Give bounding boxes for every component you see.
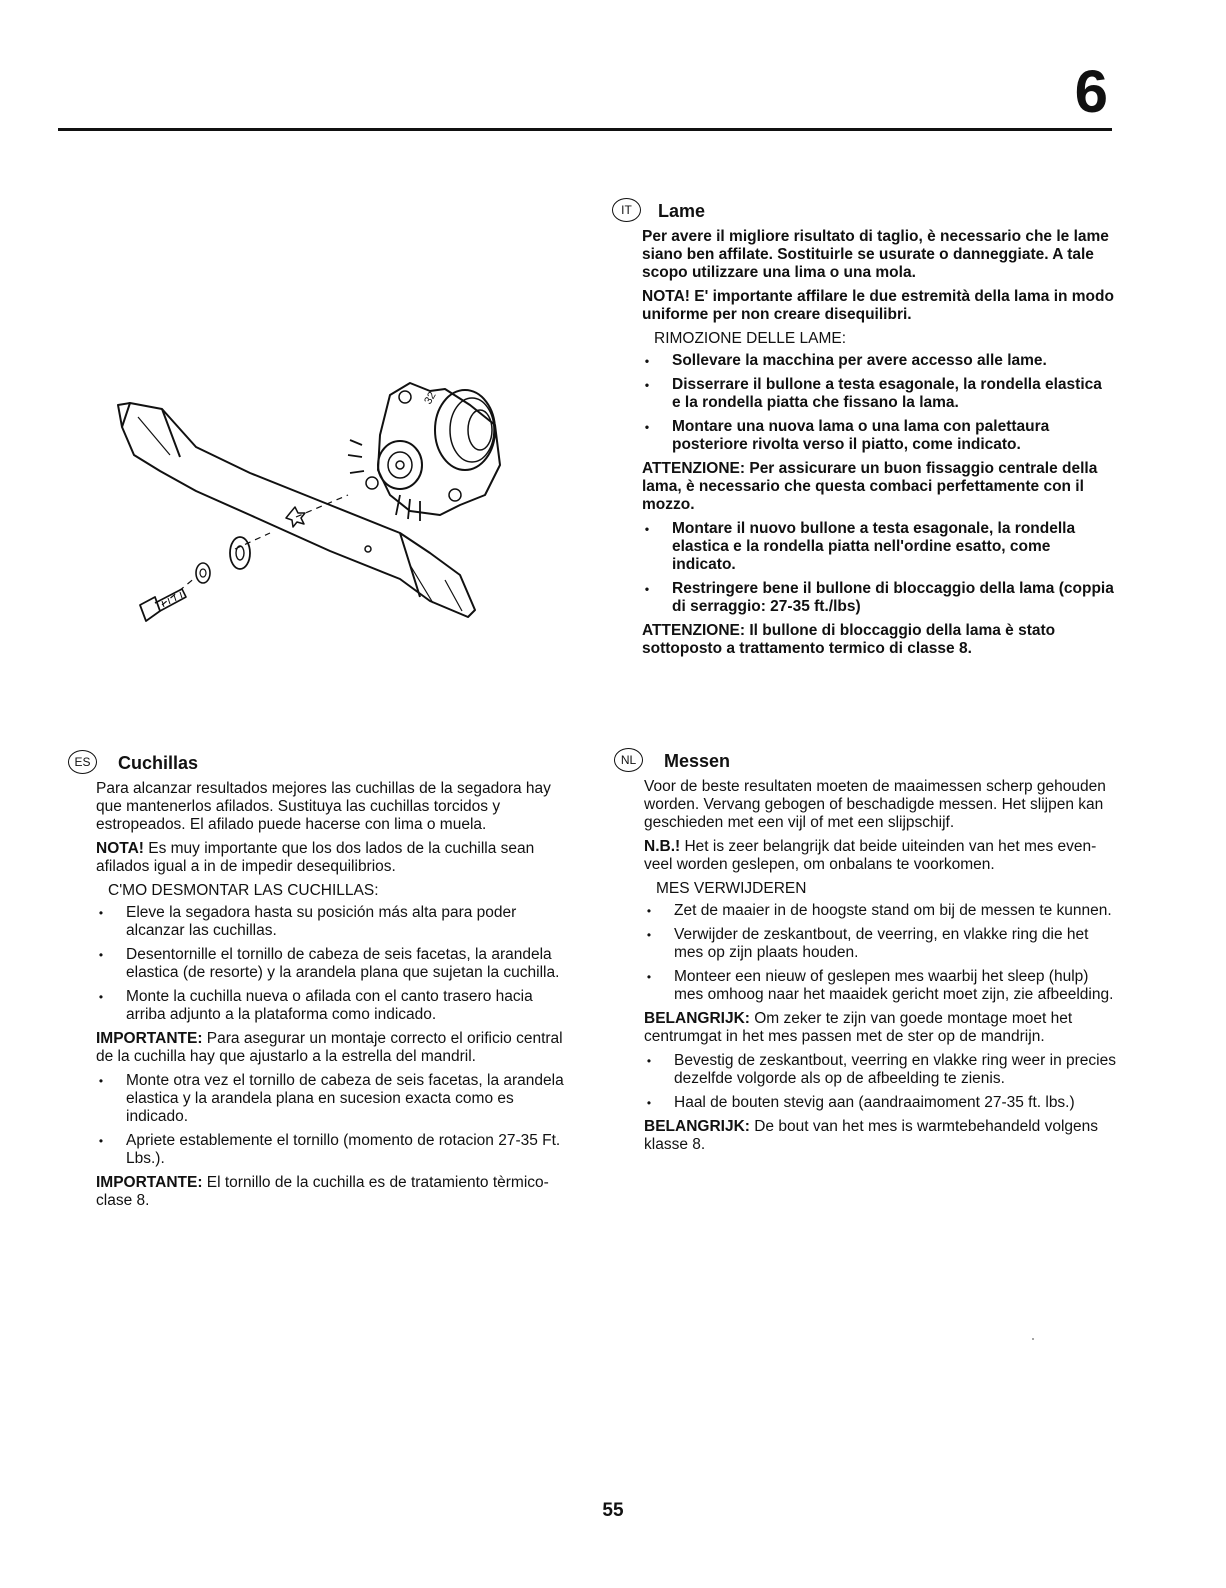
hex-bolt [140, 597, 160, 621]
page-number: 55 [602, 1500, 624, 1521]
warning-paragraph: ATTENZIONE: Il bullone di bloccaggio della lama è stato sottoposto a trattamento termico di classe 8. [642, 622, 1056, 657]
note-paragraph [644, 838, 1118, 874]
intro-paragraph: Voor de beste resultaten moeten de maaimessen scherp gehouden worden. Vervang gebogen of beschadigde messen. Het slijpen kan geschieden met een vijl of met een slijpschijf. [644, 778, 1106, 831]
note-label: NOTA! [96, 840, 144, 857]
note-text: E' importante affilare le due estremità della lama in modo uniforme per non creare disequilibri. [642, 288, 1114, 323]
steps-list-a [642, 352, 1114, 454]
figure-part-label: 32 [422, 389, 439, 407]
warning-paragraph: IMPORTANTE: Para asegurar un montaje correcto el orificio central de la cuchilla hay que ajustarlo a la estrella del mandril. [96, 1030, 563, 1065]
list-item: • Restringere bene il bullone di bloccaggio della lama (coppia di serraggio: 27-35 ft./lbs) [644, 580, 1114, 615]
steps-list-b [644, 1052, 1118, 1112]
language-badge-nl: NL [614, 748, 643, 772]
list-item: • Apriete establemente el tornillo (momento de rotacion 27-35 Ft. Lbs.). [98, 1132, 561, 1167]
subheading: MES VERWIJDEREN [656, 880, 807, 897]
section-es [68, 748, 568, 1216]
header-rule [58, 128, 1112, 131]
scan-speck [1032, 1338, 1034, 1340]
list-item: • Verwijder de zeskantbout, de veerring, en vlakke ring die het mes op zijn plaats houden. [646, 926, 1089, 961]
section-title-es: Cuchillas [118, 753, 199, 773]
language-badge-es: ES [68, 750, 97, 774]
steps-list-a [644, 902, 1118, 1004]
note-paragraph [96, 840, 568, 876]
list-item: • Montare una nuova lama o una lama con palettaura posteriore rivolta verso il piatto, come indicato. [644, 418, 1050, 453]
intro-paragraph: Para alcanzar resultados mejores las cuchillas de la segadora hay que mantenerlos afilados. Sustituya las cuchillas torcidos y estropeados. El afilado puede hacerse con lima o muela. [96, 780, 551, 833]
intro-paragraph: Per avere il migliore risultato di taglio, è necessario che le lame siano ben affilate. Sostituirle se usurate o danneggiate. A tale scopo utilizzare una lima o una mola. [642, 228, 1109, 281]
steps-list-a [96, 904, 568, 1024]
list-item: • Eleve la segadora hasta su posición más alta para poder alcanzar las cuchillas. [98, 904, 517, 939]
note-text: Es muy importante que los dos lados de la cuchilla sean afilados igual a in de impedir desequilibrios. [96, 840, 535, 875]
list-item: • Montare il nuovo bullone a testa esagonale, la rondella elastica e la rondella piatta nell'ordine esatto, come indicato. [644, 520, 1076, 573]
star-hole [286, 507, 305, 527]
warning-paragraph: IMPORTANTE: El tornillo de la cuchilla es de tratamiento tèrmico-clase 8. [96, 1174, 549, 1209]
chapter-number: 6 [1074, 58, 1108, 125]
blade-assembly-drawing [100, 365, 520, 655]
subheading: C'MO DESMONTAR LAS CUCHILLAS: [108, 882, 379, 899]
flat-washer [230, 537, 250, 569]
section-body-es [68, 780, 568, 1210]
note-paragraph [642, 288, 1114, 324]
list-item: • Monte otra vez el tornillo de cabeza de seis facetas, la arandela elastica y la arandela plana en sucesion exacta como es indicado. [98, 1072, 564, 1125]
language-badge-it: IT [612, 198, 641, 222]
note-text: Het is zeer belangrijk dat beide uiteinden van het mes even-veel worden geslepen, om onbalans te voorkomen. [644, 838, 1097, 873]
list-item: • Disserrare il bullone a testa esagonale, la rondella elastica e la rondella piatta che fissano la lama. [644, 376, 1102, 411]
spring-washer [196, 563, 210, 583]
section-title-it: Lame [658, 201, 706, 221]
list-item: • Sollevare la macchina per avere accesso alle lame. [644, 352, 1047, 369]
steps-list-b [96, 1072, 568, 1168]
blade-assembly-illustration [100, 365, 520, 655]
note-label: N.B.! [644, 838, 681, 855]
list-item: • Haal de bouten stevig aan (aandraaimoment 27-35 ft. lbs.) [646, 1094, 1075, 1111]
subheading: RIMOZIONE DELLE LAME: [654, 330, 847, 347]
warning-paragraph: BELANGRIJK: Om zeker te zijn van goede montage moet het centrumgat in het mes passen met de ster op de mandrijn. [644, 1010, 1073, 1045]
section-body-it [612, 228, 1114, 658]
list-item: • Bevestig de zeskantbout, veerring en vlakke ring weer in precies dezelfde volgorde als op de afbeelding te zienis. [646, 1052, 1116, 1087]
section-nl [614, 746, 1118, 1160]
section-body-nl [614, 778, 1118, 1154]
list-item: • Monteer een nieuw of geslepen mes waarbij het sleep (hulp) mes omhoog naar het maaidek gericht moet zijn, zie afbeelding. [646, 968, 1114, 1003]
section-title-nl: Messen [664, 751, 731, 771]
warning-paragraph: ATTENZIONE: Per assicurare un buon fissaggio centrale della lama, è necessario che questa combaci perfettamente con il mozzo. [642, 460, 1098, 513]
section-it [612, 196, 1114, 664]
note-label: NOTA! [642, 288, 690, 305]
list-item: • Monte la cuchilla nueva o afilada con el canto trasero hacia arriba adjunto a la plataforma como indicado. [98, 988, 533, 1023]
list-item: • Zet de maaier in de hoogste stand om bij de messen te kunnen. [646, 902, 1112, 919]
warning-paragraph: BELANGRIJK: De bout van het mes is warmtebehandeld volgens klasse 8. [644, 1118, 1099, 1153]
steps-list-b [642, 520, 1114, 616]
list-item: • Desentornille el tornillo de cabeza de seis facetas, la arandela elastica (de resorte) y la arandela plana que sujetan la cuchilla. [98, 946, 560, 981]
